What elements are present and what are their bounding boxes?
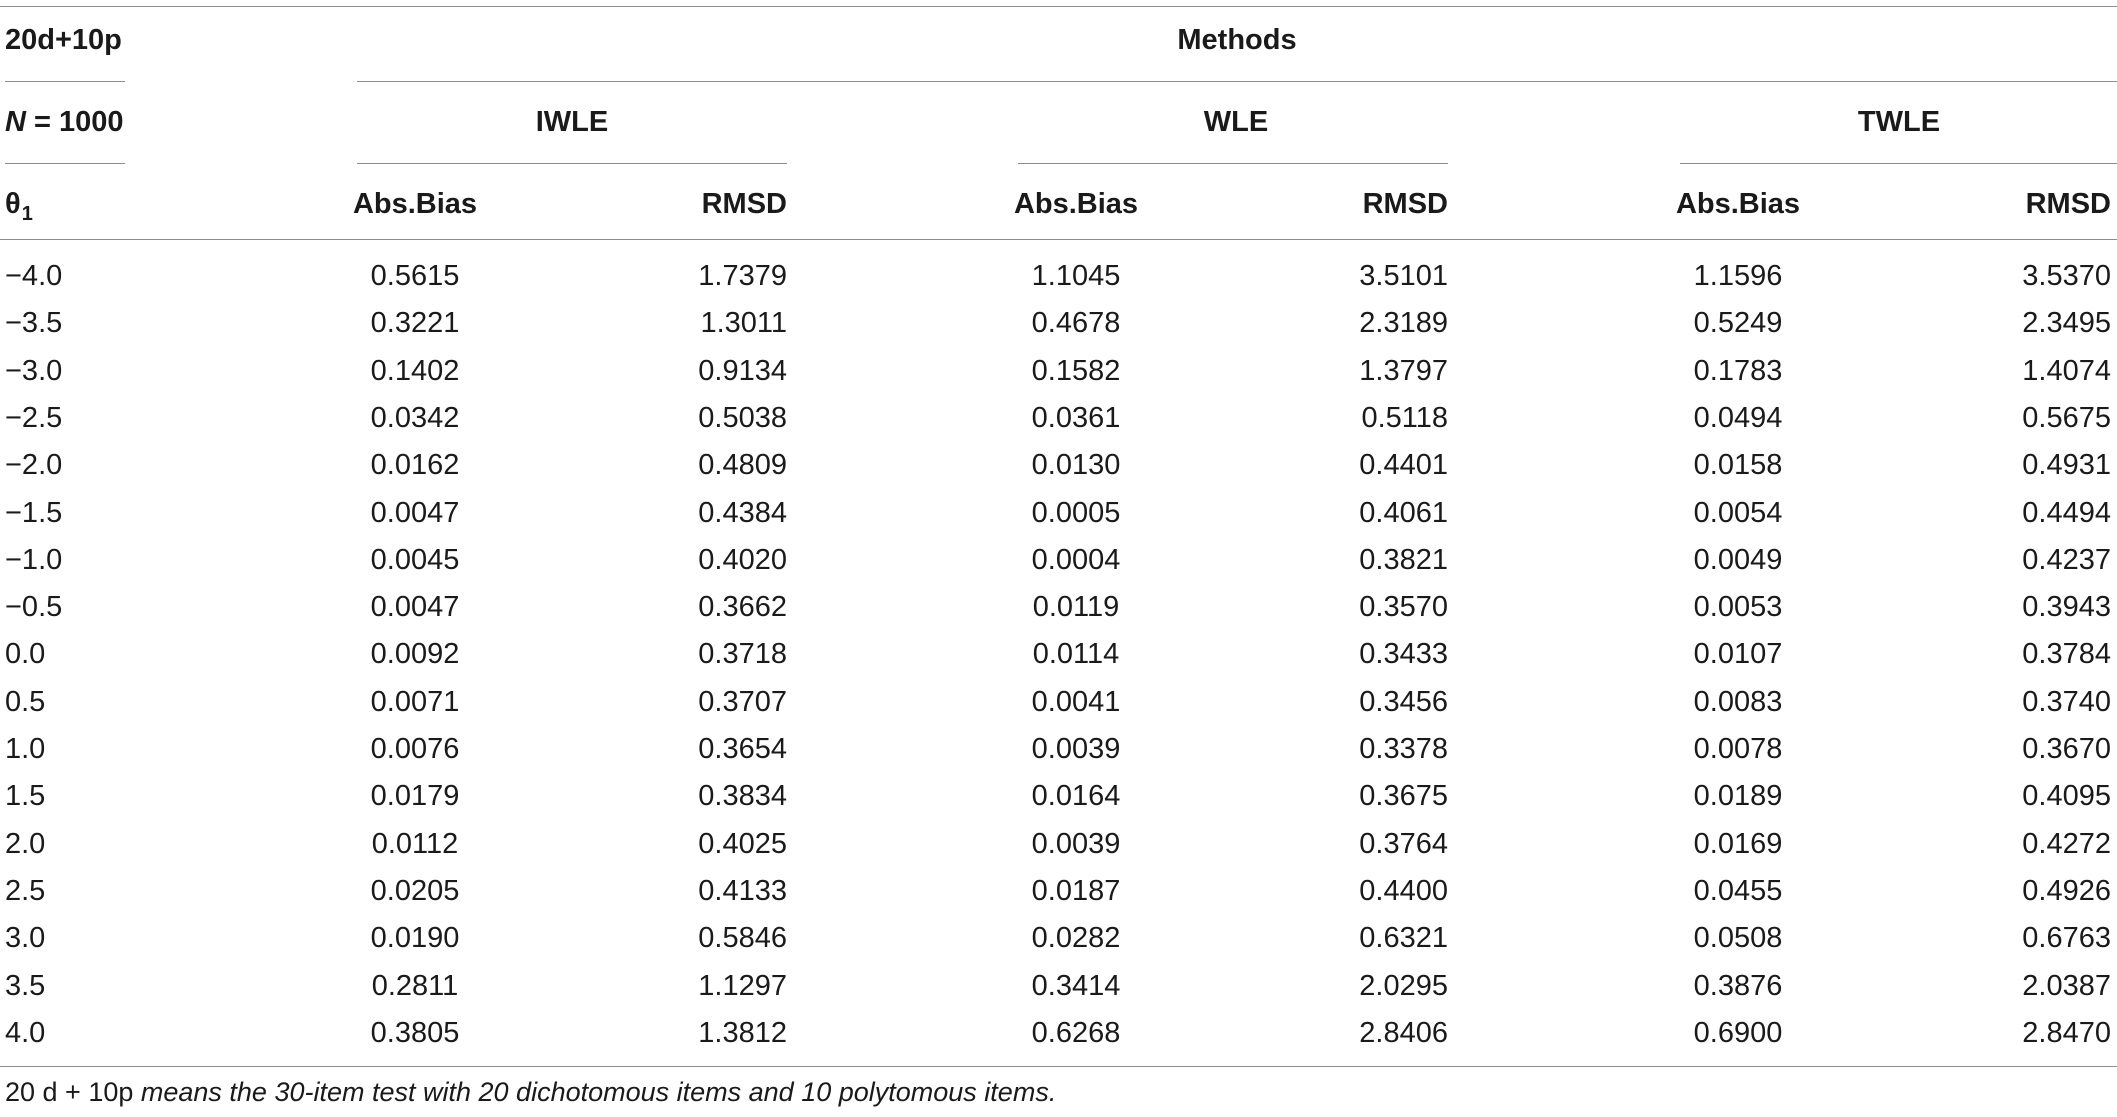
theta-cell: −1.5: [5, 496, 63, 529]
wle-rmsd-cell: 0.6321: [1359, 922, 1448, 955]
wle-absbias-cell: 0.0039: [1031, 827, 1121, 860]
wle-rmsd-cell: 3.5101: [1359, 260, 1448, 292]
iwle-absbias-cell: 0.0092: [370, 638, 460, 671]
twle-absbias-cell: 0.3876: [1693, 969, 1783, 1002]
theta-cell: 2.5: [5, 874, 46, 907]
twle-rmsd-cell: 0.3740: [2022, 685, 2111, 718]
iwle-rmsd-cell: 1.3812: [698, 1016, 787, 1049]
table-bottom-rule: [0, 1066, 2117, 1067]
design-label: 20d+10p: [5, 24, 122, 56]
sample-size-label: [5, 104, 124, 140]
footnote-text: means the 30-item test with 20 dichotomous items and 10 polytomous items.: [133, 1077, 1057, 1107]
wle-absbias-cell: 1.1045: [1031, 260, 1121, 292]
iwle-rmsd-cell: 0.3834: [698, 780, 787, 813]
sample-size-value: = 1000: [25, 106, 124, 138]
theta-cell: 2.0: [5, 827, 46, 860]
iwle-absbias-cell: 0.0162: [370, 449, 460, 482]
iwle-rmsd-cell: 1.1297: [698, 969, 787, 1002]
wle-absbias-cell: 0.0119: [1032, 591, 1120, 624]
twle-absbias-cell: 0.5249: [1693, 307, 1783, 340]
twle-absbias-cell: 0.0494: [1693, 401, 1783, 434]
table-footnote: [5, 1075, 1056, 1109]
iwle-rmsd-cell: 0.4133: [698, 874, 787, 907]
wle-rmsd-cell: 1.3797: [1359, 354, 1448, 387]
twle-rmsd-cell: 0.3943: [2022, 591, 2111, 624]
iwle-absbias-cell: 0.0205: [370, 874, 460, 907]
header-bottom-rule: [0, 239, 2117, 240]
wle-rmsd-cell: 0.3570: [1359, 591, 1448, 624]
iwle-absbias-cell: 0.0190: [370, 922, 460, 955]
method-twle: TWLE: [1857, 106, 1941, 138]
theta-cell: 3.5: [5, 969, 46, 1002]
theta-cell: 4.0: [5, 1016, 46, 1049]
wle-rmsd-cell: 0.4401: [1359, 449, 1448, 482]
iwle-rmsd-cell: 0.5846: [698, 922, 787, 955]
iwle-absbias-cell: 0.0076: [370, 733, 460, 765]
wle-absbias-cell: 0.0041: [1031, 685, 1121, 718]
twle-absbias-cell: 0.0508: [1693, 922, 1783, 955]
wle-rmsd-cell: 2.8406: [1359, 1016, 1448, 1049]
theta-cell: 3.0: [5, 922, 46, 955]
iwle-absbias-cell: 0.0045: [370, 543, 460, 576]
iwle-rmsd-cell: 0.3718: [698, 638, 787, 671]
theta-subscript: 1: [21, 203, 33, 225]
theta-cell: −3.0: [5, 354, 63, 387]
wle-rmsd-cell: 0.3764: [1359, 827, 1448, 860]
twle-absbias-cell: 0.0189: [1693, 780, 1783, 813]
iwle-absbias-cell: 0.2811: [371, 969, 459, 1002]
wle-rmsd-cell: 0.4400: [1359, 874, 1448, 907]
theta-cell: −1.0: [5, 543, 63, 576]
wle-absbias-cell: 0.0130: [1031, 449, 1121, 482]
twle-rmsd-cell: 3.5370: [2022, 260, 2111, 292]
iwle-rmsd-cell: 0.9134: [698, 354, 787, 387]
twle-rmsd-header: RMSD: [2025, 188, 2111, 220]
twle-underline: [1680, 163, 2117, 164]
twle-absbias-cell: 0.0107: [1693, 638, 1783, 671]
twle-rmsd-cell: 0.4237: [2022, 543, 2111, 576]
twle-absbias-cell: 0.0053: [1693, 591, 1783, 624]
wle-underline: [1018, 163, 1448, 164]
wle-absbias-cell: 0.3414: [1031, 969, 1121, 1002]
twle-absbias-cell: 0.0078: [1693, 733, 1783, 765]
wle-absbias-cell: 0.0039: [1031, 733, 1121, 765]
twle-absbias-cell: 1.1596: [1693, 260, 1783, 292]
iwle-absbias-header: Abs.Bias: [352, 188, 478, 220]
twle-absbias-cell: 0.0455: [1693, 874, 1783, 907]
theta-cell: 0.5: [5, 685, 46, 718]
twle-rmsd-cell: 0.4272: [2022, 827, 2111, 860]
theta-cell: −3.5: [5, 307, 63, 340]
iwle-rmsd-cell: 1.3011: [700, 307, 787, 340]
twle-absbias-cell: 0.0049: [1693, 543, 1783, 576]
wle-rmsd-cell: 2.0295: [1359, 969, 1448, 1002]
twle-rmsd-cell: 2.8470: [2022, 1016, 2111, 1049]
iwle-rmsd-cell: 1.7379: [698, 260, 787, 292]
iwle-rmsd-cell: 0.4025: [698, 827, 787, 860]
methods-header: Methods: [1177, 24, 1297, 56]
wle-rmsd-header: RMSD: [1362, 188, 1448, 220]
iwle-rmsd-cell: 0.3662: [698, 591, 787, 624]
iwle-absbias-cell: 0.3221: [370, 307, 460, 340]
theta-cell: −2.0: [5, 449, 63, 482]
theta-cell: 1.5: [5, 780, 46, 813]
wle-rmsd-cell: 0.3456: [1359, 685, 1448, 718]
iwle-absbias-cell: 0.5615: [370, 260, 460, 292]
twle-absbias-cell: 0.1783: [1693, 354, 1783, 387]
iwle-rmsd-cell: 0.4384: [698, 496, 787, 529]
sample-size-symbol: N: [5, 106, 26, 138]
twle-rmsd-cell: 2.0387: [2022, 969, 2111, 1002]
twle-absbias-cell: 0.0169: [1693, 827, 1783, 860]
wle-absbias-cell: 0.0004: [1031, 543, 1121, 576]
iwle-rmsd-cell: 0.3707: [698, 685, 787, 718]
iwle-absbias-cell: 0.0342: [370, 401, 460, 434]
theta-symbol: θ: [5, 188, 21, 220]
twle-absbias-cell: 0.0083: [1693, 685, 1783, 718]
wle-absbias-cell: 0.0282: [1031, 922, 1121, 955]
iwle-rmsd-cell: 0.4020: [698, 543, 787, 576]
iwle-absbias-cell: 0.0047: [370, 496, 460, 529]
twle-absbias-cell: 0.0158: [1693, 449, 1783, 482]
wle-absbias-header: Abs.Bias: [1013, 188, 1139, 220]
iwle-underline: [357, 163, 787, 164]
iwle-absbias-cell: 0.1402: [370, 354, 460, 387]
sample-size-underline: [5, 163, 125, 164]
wle-absbias-cell: 0.4678: [1031, 307, 1121, 340]
wle-rmsd-cell: 0.3675: [1359, 780, 1448, 813]
iwle-absbias-cell: 0.0071: [370, 685, 460, 718]
wle-rmsd-cell: 0.3821: [1359, 543, 1448, 576]
twle-absbias-cell: 0.0054: [1693, 496, 1783, 529]
twle-rmsd-cell: 2.3495: [2022, 307, 2111, 340]
methods-underline: [357, 81, 2117, 82]
wle-rmsd-cell: 0.3433: [1359, 638, 1448, 671]
iwle-rmsd-cell: 0.4809: [698, 449, 787, 482]
wle-absbias-cell: 0.0187: [1031, 874, 1121, 907]
wle-rmsd-cell: 0.3378: [1359, 733, 1448, 765]
method-iwle: IWLE: [535, 106, 609, 138]
twle-rmsd-cell: 0.3784: [2022, 638, 2111, 671]
twle-rmsd-cell: 0.3670: [2022, 733, 2111, 765]
wle-absbias-cell: 0.1582: [1031, 354, 1121, 387]
theta-cell: −0.5: [5, 591, 63, 624]
wle-rmsd-cell: 0.5118: [1361, 401, 1448, 434]
iwle-rmsd-cell: 0.3654: [698, 733, 787, 765]
wle-absbias-cell: 0.0164: [1031, 780, 1121, 813]
twle-rmsd-cell: 0.4095: [2022, 780, 2111, 813]
theta-cell: 0.0: [5, 638, 46, 671]
method-wle: WLE: [1203, 106, 1269, 138]
twle-absbias-cell: 0.6900: [1693, 1016, 1783, 1049]
iwle-absbias-cell: 0.0112: [371, 827, 459, 860]
twle-absbias-header: Abs.Bias: [1675, 188, 1801, 220]
wle-absbias-cell: 0.0005: [1031, 496, 1121, 529]
twle-rmsd-cell: 0.4494: [2022, 496, 2111, 529]
twle-rmsd-cell: 0.5675: [2022, 401, 2111, 434]
twle-rmsd-cell: 0.4926: [2022, 874, 2111, 907]
table-top-rule: [0, 6, 2117, 7]
theta-cell: 1.0: [5, 733, 46, 765]
footnote-lead: 20 d + 10p: [5, 1077, 134, 1107]
iwle-absbias-cell: 0.3805: [370, 1016, 460, 1049]
design-label-underline: [5, 81, 125, 82]
iwle-rmsd-cell: 0.5038: [698, 401, 787, 434]
theta-cell: −2.5: [5, 401, 63, 434]
wle-absbias-cell: 0.0114: [1032, 638, 1120, 671]
wle-absbias-cell: 0.6268: [1031, 1016, 1121, 1049]
twle-rmsd-cell: 1.4074: [2022, 354, 2111, 387]
twle-rmsd-cell: 0.6763: [2022, 922, 2111, 955]
wle-rmsd-cell: 2.3189: [1359, 307, 1448, 340]
wle-rmsd-cell: 0.4061: [1359, 496, 1448, 529]
theta-header: [5, 186, 33, 225]
iwle-absbias-cell: 0.0047: [370, 591, 460, 624]
iwle-absbias-cell: 0.0179: [370, 780, 460, 813]
wle-absbias-cell: 0.0361: [1031, 401, 1121, 434]
iwle-rmsd-header: RMSD: [701, 188, 787, 220]
theta-cell: −4.0: [5, 260, 63, 292]
twle-rmsd-cell: 0.4931: [2022, 449, 2111, 482]
